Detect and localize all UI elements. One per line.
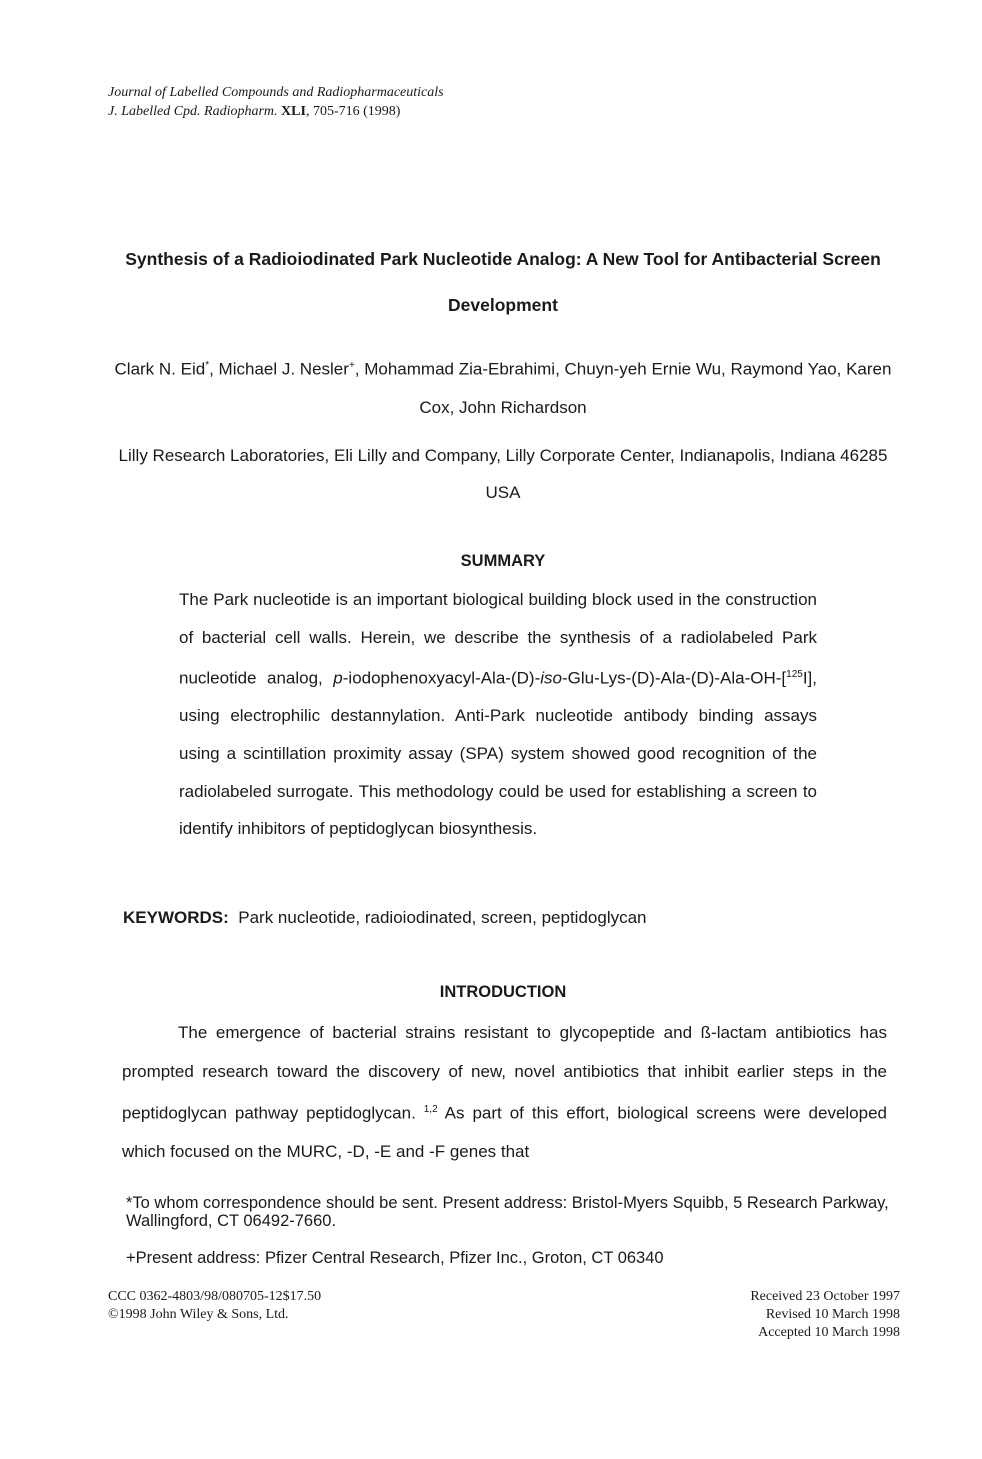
introduction-heading: INTRODUCTION [439,983,567,1001]
paper-title: Synthesis of a Radioiodinated Park Nucleotide Analog: A New Tool for Antibacterial Screen Development [125,249,881,315]
accepted-date: Accepted 10 March 1998 [758,1325,900,1340]
keywords-label: KEYWORDS: [123,908,229,927]
footnote-present-address: +Present address: Pfizer Central Research, Pfizer Inc., Groton, CT 06340 [126,1249,664,1267]
author-list: Clark N. Eid*, Michael J. Nesler+, Mohammad Zia-Ebrahimi, Chuyn-yeh Ernie Wu, Raymond Yao, Karen Cox, John Richardson [114,359,892,417]
journal-header [108,83,444,121]
keywords-text: Park nucleotide, radioiodinated, screen, peptidoglycan [238,908,647,927]
journal-citation: J. Labelled Cpd. Radiopharm. XLI, 705-716 (1998) [108,104,401,119]
introduction-text: The emergence of bacterial strains resistant to glycopeptide and ß-lactam antibiotics has prompted research toward the discovery of new, novel antibiotics that inhibit earlier steps in the peptidoglycan pathway peptidoglycan. $^{1,2}$ As part of this effort, biological screens were developed which focused on the MURC, -D, -E and -F genes that [122,1023,887,1162]
copyright-block [108,1288,321,1324]
summary-abstract: The Park nucleotide is an important biological building block used in the construction of bacterial cell walls. Herein, we describe the synthesis of a radiolabeled Park nucleotide analog, p-iodophenoxyacyl-Ala-(D)-iso-Glu-Lys-(D)-Ala-(D)-Ala-OH-[$^{125}$I], using electrophilic destannylation. Anti-Park nucleotide antibody binding assays using a scintillation proximity assay (SPA) system showed good recognition of the radiolabeled surrogate. This methodology could be used for establishing a screen to identify inhibitors of peptidoglycan biosynthesis. [179,590,817,839]
received-date: Received 23 October 1997 [750,1289,900,1304]
reference-marker: 1,2 [423,1104,438,1115]
manuscript-dates [750,1288,900,1342]
journal-name: Journal of Labelled Compounds and Radiopharmaceuticals [108,85,444,100]
affiliation: Lilly Research Laboratories, Eli Lilly and Company, Lilly Corporate Center, Indianapolis, Indiana 46285 USA [118,446,888,502]
revised-date: Revised 10 March 1998 [765,1307,900,1322]
footnote-correspondence: *To whom correspondence should be sent. Present address: Bristol-Myers Squibb, 5 Research Parkway, Wallingford, CT 06492-7660. [126,1194,889,1230]
copyright: ©1998 John Wiley & Sons, Ltd. [108,1307,289,1322]
summary-heading: SUMMARY [460,552,546,570]
keywords [123,908,647,928]
ccc-code: CCC 0362-4803/98/080705-12$17.50 [108,1289,322,1304]
